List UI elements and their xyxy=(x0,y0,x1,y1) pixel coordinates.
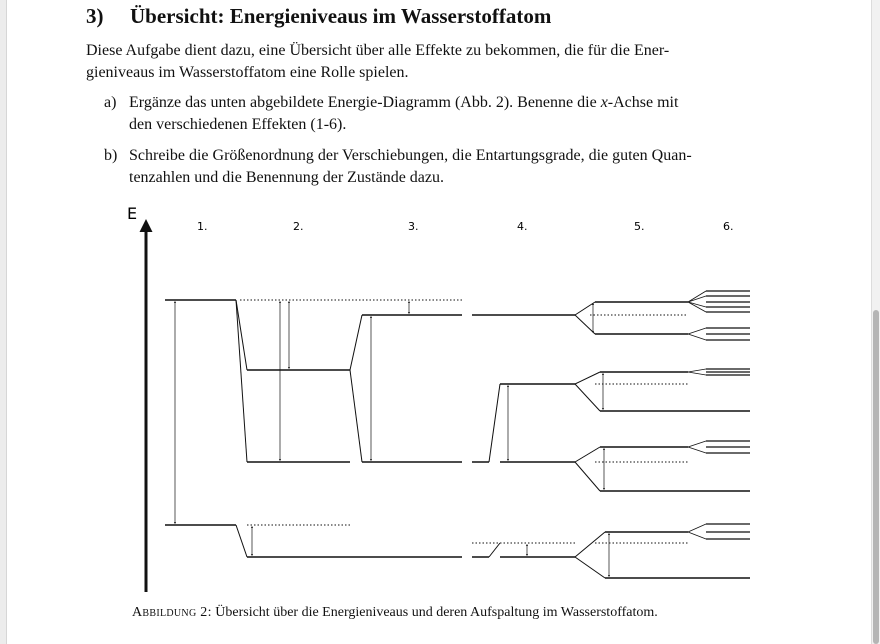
transition-line xyxy=(575,302,595,315)
column-label-3: 3. xyxy=(408,220,419,233)
transition-line xyxy=(236,300,247,370)
energy-levels xyxy=(165,291,750,578)
transition-line xyxy=(575,315,595,334)
fan-line xyxy=(688,328,706,334)
transition-line xyxy=(350,315,362,370)
intro-line: gieniveaus im Wasserstoffatom eine Rolle spielen. xyxy=(86,64,409,81)
transition-line xyxy=(236,525,247,557)
transition-line xyxy=(236,300,247,462)
section-title: Übersicht: Energieniveaus im Wasserstoffatom xyxy=(130,4,552,28)
fan-line xyxy=(688,334,706,340)
section-number: 3) xyxy=(86,4,104,28)
transition-line xyxy=(575,462,600,491)
task-text-part: -Achse mit xyxy=(607,94,679,111)
transition-line xyxy=(575,384,600,411)
caption-label: Abbildung 2: xyxy=(132,605,212,620)
intro-line: Diese Aufgabe dient dazu, eine Übersicht über alle Effekte zu bekommen, die für die Ener- xyxy=(86,42,670,59)
energy-axis-arrowhead xyxy=(140,219,153,232)
column-label-5: 5. xyxy=(634,220,645,233)
task-label: a) xyxy=(104,94,117,111)
task-line: Schreibe die Größenordnung der Verschiebungen, die Entartungsgrade, die guten Quan- xyxy=(129,147,692,164)
task-line: tenzahlen und die Benennung der Zustände dazu. xyxy=(129,169,444,186)
transition-line xyxy=(575,447,600,462)
fan-line xyxy=(688,369,706,372)
transition-line xyxy=(575,532,605,557)
transition-line xyxy=(575,372,600,384)
column-label-2: 2. xyxy=(293,220,304,233)
transition-line xyxy=(575,557,605,578)
column-label-1: 1. xyxy=(197,220,208,233)
fan-line xyxy=(688,532,706,539)
caption-text: Übersicht über die Energieniveaus und deren Aufspaltung im Wasserstoffatom. xyxy=(211,605,658,620)
transition-line xyxy=(350,370,362,462)
fan-line xyxy=(688,441,706,447)
fan-line xyxy=(688,524,706,532)
figure-caption xyxy=(132,605,658,621)
energy-axis-label: E xyxy=(127,204,138,223)
task-label: b) xyxy=(104,147,118,164)
fan-line xyxy=(688,302,706,307)
transition-line xyxy=(489,384,500,462)
fan-line xyxy=(688,302,706,312)
transition-line xyxy=(489,543,500,557)
fan-line xyxy=(688,372,706,375)
fan-line xyxy=(688,447,706,453)
task-text-part: Ergänze das unten abgebildete Energie-Diagramm (Abb. 2). Benenne die xyxy=(129,94,601,111)
task-line: den verschiedenen Effekten (1-6). xyxy=(129,116,347,133)
column-label-6: 6. xyxy=(723,220,734,233)
task-variable: x xyxy=(600,94,608,111)
column-label-4: 4. xyxy=(517,220,528,233)
